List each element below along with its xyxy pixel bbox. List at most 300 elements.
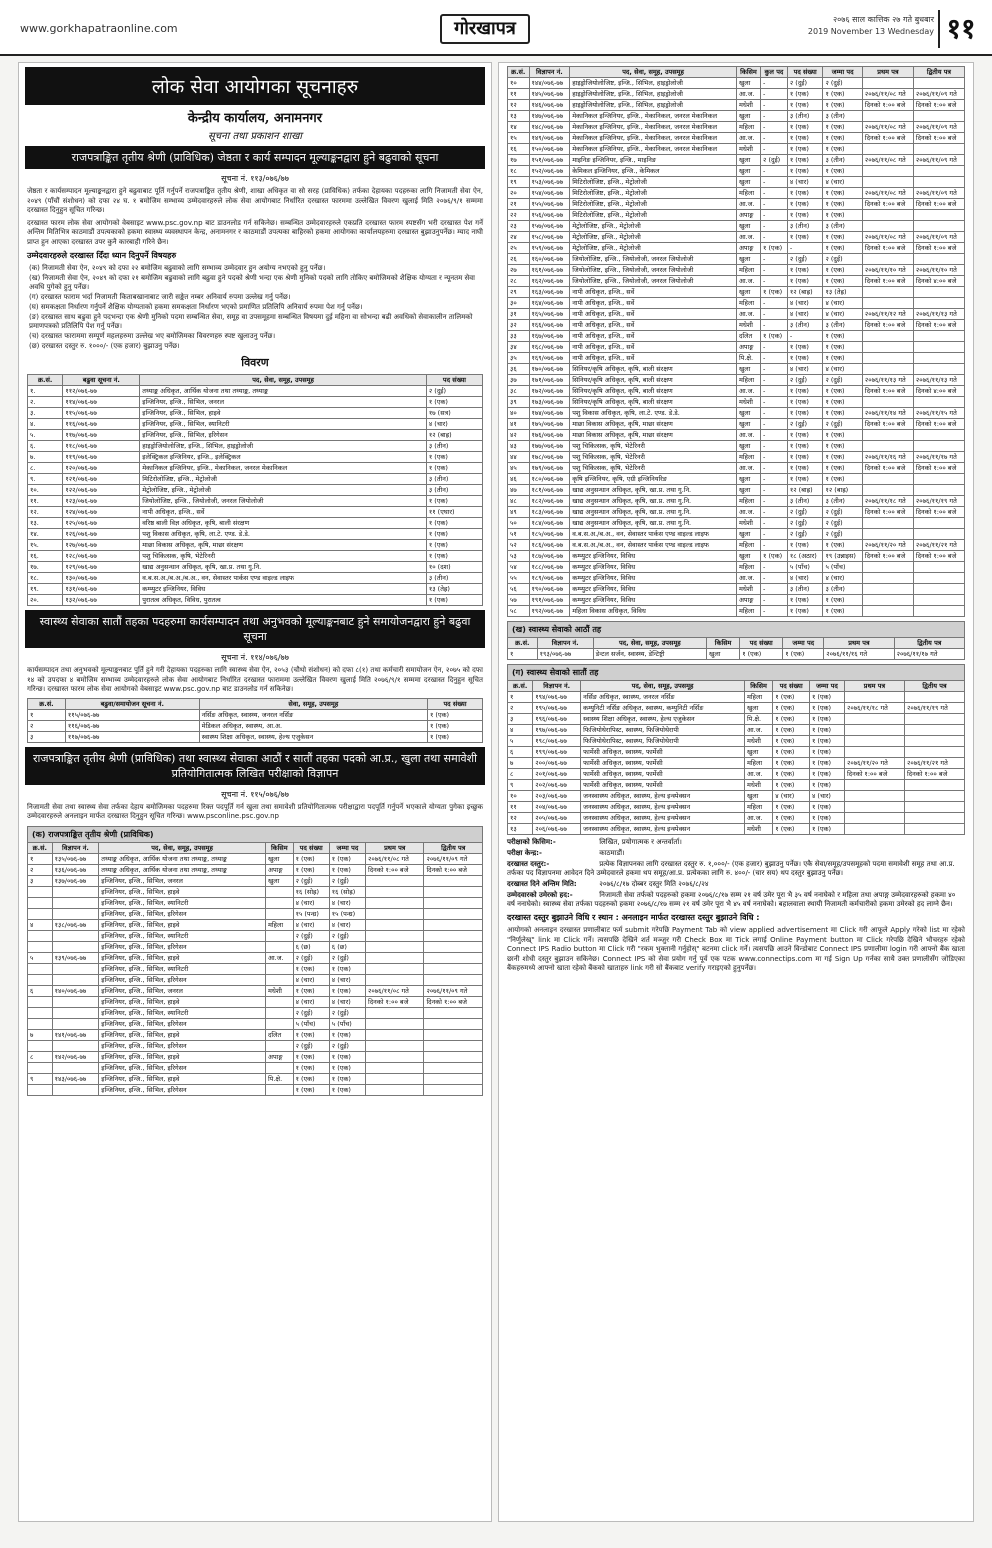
table-cell: मिटिरोलोजिष्ट, इन्जि., मेट्रोलोजी bbox=[140, 474, 427, 485]
table-row bbox=[28, 540, 483, 551]
table-cell: ११४/०७६-७७ bbox=[63, 397, 140, 408]
table-row bbox=[508, 386, 965, 397]
table-cell: ३ (तीन) bbox=[823, 155, 862, 166]
table-cell: १३०/०७६-७७ bbox=[63, 573, 140, 584]
table-cell bbox=[424, 919, 483, 930]
table-cell: खाद्य अनुसन्धान अधिकृत, कृषि, खा.प्र. तथा गु.नि. bbox=[570, 518, 737, 529]
table-cell: इन्जिनियर, इन्जि., सिभिल, हाइवे bbox=[140, 408, 427, 419]
table-cell: दिनको १:०० बजे bbox=[913, 419, 964, 430]
table-cell bbox=[366, 908, 424, 919]
table-cell: २००/०७६-७७ bbox=[533, 758, 581, 769]
table-cell: १ (एक) bbox=[823, 265, 862, 276]
table-cell: १६५/०७६-७७ bbox=[529, 309, 570, 320]
table-row bbox=[508, 496, 965, 507]
table-row bbox=[28, 408, 483, 419]
column-header: पद संख्या bbox=[427, 698, 482, 709]
table-row bbox=[508, 463, 965, 474]
table-cell: - bbox=[761, 265, 788, 276]
table-cell: अपाङ्ग bbox=[736, 595, 760, 606]
table-cell: २ (दुई) bbox=[823, 78, 862, 89]
table-cell: दिनको १:०० बजे bbox=[424, 864, 483, 875]
table-cell: १ (एक) bbox=[426, 463, 482, 474]
table-cell: माछा विकास अधिकृत, कृषि, माछा संरक्षण bbox=[140, 540, 427, 551]
table-cell: १८४/०७६-७७ bbox=[529, 518, 570, 529]
table-cell: १ (एक) bbox=[823, 122, 862, 133]
table-cell: १६७/०७६-७७ bbox=[529, 331, 570, 342]
table-cell: जियोलोजिष्ट, इन्जि., जियोलोजी, जनरल जियोलोजी bbox=[140, 496, 427, 507]
table-cell: १६८/०७६-७७ bbox=[529, 342, 570, 353]
table-cell: १२१/०७६-७७ bbox=[63, 474, 140, 485]
table-row bbox=[28, 430, 483, 441]
table-cell bbox=[424, 963, 483, 974]
table-cell: ११५/०७६-७७ bbox=[63, 408, 140, 419]
table-cell: खुला bbox=[736, 551, 760, 562]
table-cell bbox=[862, 397, 913, 408]
table-row bbox=[508, 562, 965, 573]
table-cell: आ.ज. bbox=[736, 232, 760, 243]
table-cell bbox=[862, 166, 913, 177]
column-header: सेवा, समूह, उपसमूह bbox=[199, 698, 427, 709]
notice3-paragraph: निजामती सेवा तथा स्वास्थ्य सेवा तर्फका देहाय बमोजिमका पदहरुमा रिक्त पदपूर्ति गर्न खुला तथा समावेशी प्रतियोगितात्मक परीक्षाद्वारा पदपूर्ति गर्नुपर्ने भएकाले योग्यता पुगेका इच्छुक उम्मेदवारहरुले अनलाइन मार्फत दरखास्त दिनुहुन सूचित गरिन्छ। www.psconline.psc.gov.np bbox=[27, 802, 483, 820]
table-cell: नापी अधिकृत, इन्जि., सर्वे bbox=[140, 507, 427, 518]
table-row bbox=[508, 100, 965, 111]
table-row bbox=[28, 584, 483, 595]
table-cell: खाद्य अनुसन्धान अधिकृत, कृषि, खा.प्र. तथा गु.नि. bbox=[570, 485, 737, 496]
table-row bbox=[28, 518, 483, 529]
table-cell: खुला bbox=[744, 791, 772, 802]
table-row bbox=[508, 210, 965, 221]
table-cell bbox=[913, 166, 964, 177]
table-cell bbox=[366, 1084, 424, 1095]
table-cell: २ (दुई) bbox=[329, 875, 365, 886]
table-cell bbox=[424, 875, 483, 886]
meta-label: दरखास्त दिने अन्तिम मिति: bbox=[507, 880, 577, 888]
table-cell: १ (एक) bbox=[823, 441, 862, 452]
table-cell bbox=[424, 886, 483, 897]
table-cell: १० bbox=[508, 791, 533, 802]
table-cell: १ (एक) bbox=[773, 758, 810, 769]
table-cell: इन्जिनियर, इन्जि., सिभिल, स्यानिटरी bbox=[99, 963, 266, 974]
table-cell: ९ bbox=[508, 780, 533, 791]
table-cell: १४५/०७६-७७ bbox=[529, 89, 570, 100]
table-cell bbox=[913, 221, 964, 232]
table-cell bbox=[265, 1018, 293, 1029]
table-row bbox=[508, 485, 965, 496]
table-cell: जनस्वास्थ्य अधिकृत, स्वास्थ्य, हेल्थ इन्स्पेक्सन bbox=[581, 813, 745, 824]
table-cell: आ.ज. bbox=[736, 309, 760, 320]
table-row bbox=[28, 419, 483, 430]
table-row bbox=[508, 155, 965, 166]
table-cell: १८३/०७६-७७ bbox=[529, 507, 570, 518]
column-header: किसिम bbox=[707, 638, 740, 649]
column-header: पद, सेवा, समूह, उपसमूह bbox=[570, 67, 737, 78]
table-cell: ९. bbox=[28, 474, 63, 485]
table-row bbox=[28, 974, 483, 985]
table-row bbox=[508, 342, 965, 353]
table-row bbox=[28, 908, 483, 919]
notice-main-title: लोक सेवा आयोगका सूचनाहरु bbox=[25, 67, 485, 105]
table-cell bbox=[913, 430, 964, 441]
table-cell: १ (एक) bbox=[787, 452, 823, 463]
table-cell: १५. bbox=[28, 540, 63, 551]
table-cell: महिला bbox=[736, 540, 760, 551]
table-cell: १५७/०७६-७७ bbox=[529, 221, 570, 232]
column-header: क्र.सं. bbox=[28, 375, 63, 386]
column-header: पद संख्या bbox=[787, 67, 823, 78]
table-cell: ४ (चार) bbox=[823, 177, 862, 188]
table-cell: इन्जिनियर, इन्जि., सिभिल, जनरल bbox=[140, 397, 427, 408]
table-cell: पशु चिकित्सक, कृषि, भेटेरिनरी bbox=[570, 452, 737, 463]
table-cell: मधेशी bbox=[736, 518, 760, 529]
table-cell: मेकानिकल इन्जिनियर, इन्जि., मेकानिकल, जनरल मेकानिकल bbox=[570, 122, 737, 133]
table-cell: ६ (छ) bbox=[329, 941, 365, 952]
table-cell: २ (दुई) bbox=[787, 507, 823, 518]
table-cell: ४ (चार) bbox=[823, 573, 862, 584]
table-cell: ९ bbox=[28, 1073, 53, 1084]
table-cell: दिनको १:०० बजे bbox=[913, 133, 964, 144]
table-cell: ३ (तीन) bbox=[787, 584, 823, 595]
table-cell: २ (दुई) bbox=[787, 78, 823, 89]
table-cell: फार्मेसी अधिकृत, स्वास्थ्य, फार्मेसी bbox=[581, 769, 745, 780]
table-cell bbox=[904, 791, 964, 802]
table-cell: ५८ bbox=[508, 606, 530, 617]
table-cell: १ (एक) bbox=[787, 133, 823, 144]
table-cell: १५ bbox=[508, 133, 530, 144]
table-cell: ३ (तीन) bbox=[426, 573, 482, 584]
table-row bbox=[28, 529, 483, 540]
table-cell: १९१/०७६-७७ bbox=[529, 595, 570, 606]
table-cell: १ bbox=[28, 709, 66, 720]
table-cell: १ (एक) bbox=[809, 802, 844, 813]
exam-meta bbox=[499, 838, 973, 909]
payment-title: दरखास्त दस्तुर बुझाउने विधि र स्थान : अनलाइन मार्फत दरखास्त दस्तुर बुझाउने विधि : bbox=[507, 913, 760, 922]
table-cell bbox=[366, 952, 424, 963]
table-cell: १९०/०७६-७७ bbox=[529, 584, 570, 595]
column-header: क्र.सं. bbox=[508, 67, 530, 78]
table-row bbox=[508, 430, 965, 441]
table-row bbox=[28, 474, 483, 485]
table-cell: ४ (चार) bbox=[823, 298, 862, 309]
table-cell: २०७६/११/०८ गते bbox=[366, 985, 424, 996]
notice2-ref: सूचना नं. ११४/०७६/७७ bbox=[221, 653, 289, 662]
table-cell: १ (एक) bbox=[787, 276, 823, 287]
table-cell bbox=[913, 573, 964, 584]
table-row bbox=[508, 133, 965, 144]
table-cell: आ.ज. bbox=[265, 952, 293, 963]
table-row bbox=[28, 1007, 483, 1018]
table-cell: १ (एक) bbox=[329, 864, 365, 875]
table-cell: १५ (पन्ध्र) bbox=[329, 908, 365, 919]
table-cell: १ (एक) bbox=[773, 736, 810, 747]
table-cell: १ (एक) bbox=[823, 100, 862, 111]
table-cell: १० (दश) bbox=[426, 562, 482, 573]
table-cell bbox=[28, 941, 53, 952]
table-cell: आ.ज. bbox=[736, 199, 760, 210]
table-cell: १ (एक) bbox=[787, 430, 823, 441]
table-cell: २०७६/११/०९ गते bbox=[913, 155, 964, 166]
table-row bbox=[28, 485, 483, 496]
table-cell bbox=[913, 287, 964, 298]
table-row bbox=[28, 441, 483, 452]
table-cell: ४५ bbox=[508, 463, 530, 474]
table-cell bbox=[913, 595, 964, 606]
table-cell: ४ (चार) bbox=[426, 419, 482, 430]
table-cell: १६६/०७६-७७ bbox=[529, 320, 570, 331]
table-row bbox=[508, 254, 965, 265]
table-cell: ५६ bbox=[508, 584, 530, 595]
table-cell: १६२/०७६-७७ bbox=[529, 276, 570, 287]
table-cell: १८. bbox=[28, 573, 63, 584]
table-row bbox=[28, 952, 483, 963]
table-cell: इन्जिनियर, इन्जि., सिभिल, हाइवे bbox=[99, 919, 266, 930]
table1-title: विवरण bbox=[241, 356, 269, 369]
table-cell bbox=[52, 886, 99, 897]
table-cell bbox=[28, 886, 53, 897]
table-row bbox=[508, 397, 965, 408]
table-cell: ४ (चार) bbox=[293, 919, 329, 930]
table-cell: इन्जिनियर, इन्जि., सिभिल, हाइवे bbox=[99, 996, 266, 1007]
table-cell: २१ bbox=[508, 199, 530, 210]
table-cell: - bbox=[761, 408, 788, 419]
table-cell: दिनको १:०० बजे bbox=[862, 463, 913, 474]
table-cell: ३१ bbox=[508, 309, 530, 320]
table-row bbox=[508, 813, 965, 824]
table-row bbox=[508, 747, 965, 758]
table-cell: १ (एक) bbox=[761, 551, 788, 562]
table-cell: २ (दुई) bbox=[823, 518, 862, 529]
table4-wrapper bbox=[507, 66, 965, 617]
table-cell: १५४/०७६-७७ bbox=[529, 188, 570, 199]
meta-label: दरखास्त दस्तुर:- bbox=[507, 860, 550, 868]
table-cell bbox=[366, 886, 424, 897]
site-url[interactable]: www.gorkhapatraonline.com bbox=[20, 22, 178, 35]
table-cell: १९६/०७६-७७ bbox=[533, 714, 581, 725]
table-cell: ११६/०७६-७७ bbox=[65, 720, 199, 731]
table-cell: - bbox=[761, 232, 788, 243]
table-cell bbox=[265, 886, 293, 897]
table-cell: खुला bbox=[736, 111, 760, 122]
table-cell: १ (एक) bbox=[773, 703, 810, 714]
table-cell: सिनियर/कृषि अधिकृत, कृषि, बाली संरक्षण bbox=[570, 397, 737, 408]
table-cell: १० bbox=[508, 78, 530, 89]
table-cell: २ (दुई) bbox=[787, 254, 823, 265]
table-cell: १२०/०७६-७७ bbox=[63, 463, 140, 474]
table-cell bbox=[366, 1040, 424, 1051]
table-row bbox=[28, 1062, 483, 1073]
table-cell: आ.ज. bbox=[736, 386, 760, 397]
table-cell: ३८ bbox=[508, 386, 530, 397]
table-cell bbox=[844, 802, 904, 813]
table-cell: १९९/०७६-७७ bbox=[533, 747, 581, 758]
table-cell: १५८/०७६-७७ bbox=[529, 232, 570, 243]
table-cell: १५०/०७६-७७ bbox=[529, 144, 570, 155]
table-cell: ५१ bbox=[508, 529, 530, 540]
table-cell bbox=[424, 930, 483, 941]
table-row bbox=[508, 111, 965, 122]
table-row bbox=[28, 1073, 483, 1084]
table-cell: १ (एक) bbox=[809, 780, 844, 791]
table-cell: २०५/०७६-७७ bbox=[533, 813, 581, 824]
table-cell: १४७/०७६-७७ bbox=[529, 111, 570, 122]
table-cell bbox=[424, 974, 483, 985]
column-header: पद, सेवा, समूह, उपसमूह bbox=[140, 375, 427, 386]
table-cell bbox=[424, 1073, 483, 1084]
table-cell: दिनको १:०० बजे bbox=[862, 276, 913, 287]
table-cell: १४१/०७६-७७ bbox=[52, 1029, 99, 1040]
table-cell: २०७६/११/०८ गते bbox=[862, 122, 913, 133]
table-cell: १४८/०७६-७७ bbox=[529, 122, 570, 133]
table-cell: - bbox=[761, 397, 788, 408]
table-cell: ४६ bbox=[508, 474, 530, 485]
table-cell: ५३ bbox=[508, 551, 530, 562]
table-cell: दिनको १:०० बजे bbox=[913, 199, 964, 210]
table-cell: १ (एक) bbox=[823, 408, 862, 419]
table-cell: १७७/०७६-७७ bbox=[529, 441, 570, 452]
table-cell: इन्जिनियर, इन्जि., सिभिल, इरिगेसन bbox=[99, 1040, 266, 1051]
table-row bbox=[28, 963, 483, 974]
table-cell: १४ bbox=[508, 122, 530, 133]
table-row bbox=[28, 709, 483, 720]
table-cell: १ (एक) bbox=[427, 731, 482, 742]
table-cell: - bbox=[761, 199, 788, 210]
table-cell: १३५/०७६-७७ bbox=[52, 853, 99, 864]
table-cell: - bbox=[761, 419, 788, 430]
table-cell: १ (एक) bbox=[329, 1051, 365, 1062]
table-cell: मेट्रोलोजिष्ट, इन्जि., मेट्रोलोजी bbox=[570, 232, 737, 243]
table-cell: - bbox=[761, 507, 788, 518]
table-cell: - bbox=[761, 122, 788, 133]
table-cell bbox=[913, 144, 964, 155]
table-row bbox=[28, 919, 483, 930]
table-cell bbox=[862, 254, 913, 265]
table-cell: १२९/०७६-७७ bbox=[63, 562, 140, 573]
table-cell bbox=[52, 974, 99, 985]
table-cell: २ (दुई) bbox=[787, 518, 823, 529]
table-cell bbox=[52, 1018, 99, 1029]
table-row bbox=[508, 606, 965, 617]
table-cell bbox=[844, 714, 904, 725]
table-cell: ११ bbox=[508, 89, 530, 100]
table-cell: १७ (सत्र) bbox=[426, 408, 482, 419]
table3-wrapper bbox=[27, 842, 483, 1096]
column-header: किसिम bbox=[744, 681, 772, 692]
table-cell: १ (एक) bbox=[809, 824, 844, 835]
table-cell: - bbox=[761, 540, 788, 551]
table-cell bbox=[52, 1084, 99, 1095]
table-cell bbox=[862, 331, 913, 342]
table-cell: १७४/०७६-७७ bbox=[529, 408, 570, 419]
table-cell: १३८/०७६-७७ bbox=[52, 919, 99, 930]
table-cell: फार्मेसी अधिकृत, स्वास्थ्य, फार्मेसी bbox=[581, 780, 745, 791]
table-cell: ३ (तीन) bbox=[823, 584, 862, 595]
table-cell: १ (एक) bbox=[787, 89, 823, 100]
table2-wrapper bbox=[27, 698, 483, 743]
table-cell: ८ bbox=[508, 769, 533, 780]
table-cell: १७६/०७६-७७ bbox=[529, 430, 570, 441]
table-cell: ५४ bbox=[508, 562, 530, 573]
table-cell: दिनको १:०० बजे bbox=[904, 769, 964, 780]
table-cell bbox=[265, 1007, 293, 1018]
table-cell: मेकानिकल इन्जिनियर, इन्जि., मेकानिकल, जनरल मेकानिकल bbox=[140, 463, 427, 474]
table-cell bbox=[265, 930, 293, 941]
table-cell: १ (एक) bbox=[809, 703, 844, 714]
table-cell: आ.ज. bbox=[736, 507, 760, 518]
table-cell bbox=[862, 573, 913, 584]
table-cell: मधेशी bbox=[744, 736, 772, 747]
table-cell: २०७६/११/१८ गते bbox=[844, 703, 904, 714]
table-cell: १ (एक) bbox=[823, 188, 862, 199]
instruction-item: (ख) निजामती सेवा ऐन, २०४९ को दफा २१ बमोजिम बढुवाको लागि बढुवा हुने पदको श्रेणी भन्दा एक श्रेणी मुनिको पदको लागि तोकिए बमोजिमको शैक्षिक योग्यता र न्यूनतम सेवा अवधि पुगेको हुनु पर्नेछ। bbox=[29, 274, 475, 291]
table-cell: १ (एक) bbox=[823, 595, 862, 606]
table-cell: ४ (चार) bbox=[809, 791, 844, 802]
table-row bbox=[508, 408, 965, 419]
table-cell: खाद्य अनुसन्धान अधिकृत, कृषि, खा.प्र. तथा गु.नि. bbox=[140, 562, 427, 573]
table-cell: १ (एक) bbox=[823, 540, 862, 551]
table-cell: १ (एक) bbox=[426, 452, 482, 463]
table-cell bbox=[844, 725, 904, 736]
table-cell: ६ bbox=[28, 985, 53, 996]
instructions-list bbox=[29, 264, 481, 351]
table-cell: २ bbox=[508, 703, 533, 714]
table-cell: १५५/०७६-७७ bbox=[529, 199, 570, 210]
table-row bbox=[508, 199, 965, 210]
table-row bbox=[508, 166, 965, 177]
table-row bbox=[508, 375, 965, 386]
table-cell: मधेशी bbox=[744, 824, 772, 835]
table-cell: २०७६/११/०९ गते bbox=[424, 985, 483, 996]
table-cell: इन्जिनियर, इन्जि., सिभिल, इरिगेसन bbox=[99, 1062, 266, 1073]
table-cell bbox=[862, 441, 913, 452]
table-cell: २०७६/११/२० गते bbox=[844, 758, 904, 769]
table-cell: ४ (चार) bbox=[787, 364, 823, 375]
newspaper-header bbox=[0, 0, 992, 56]
table-cell bbox=[424, 1029, 483, 1040]
meta-value: निजामती सेवा तर्फको पदहरुको हकमा २०७६/८/१७ सम्म २१ वर्ष उमेर पूरा भै ३५ वर्ष ननाघेको र महिला तथा अपाङ्ग उम्मेदवारहरुको हकमा ४० वर्ष ननाघेको। स्वास्थ्य सेवा तर्फका पदहरुको हकमा २०७६/८/१७ सम्म २१ वर्ष उमेर पूरा भै ४५ वर्ष ननाघेको। बहालवाला स्थायी निजामती कर्मचारीको हकमा उमेरको हद लाग्ने छैन। bbox=[507, 891, 956, 908]
table-row bbox=[28, 496, 483, 507]
table-cell: - bbox=[761, 177, 788, 188]
notice2-title: स्वास्थ्य सेवाका सातौं तहका पदहरुमा कार्यसम्पादन तथा अनुभवको मूल्याङ्कनबाट हुने समायोजनद्वारा हुने बढुवा सूचना bbox=[25, 610, 485, 648]
table-cell: ४ (चार) bbox=[823, 309, 862, 320]
right-column bbox=[498, 62, 974, 1522]
table-cell: खुला bbox=[736, 441, 760, 452]
table-cell: १ (एक) bbox=[773, 714, 810, 725]
table-cell: १७५/०७६-७७ bbox=[529, 419, 570, 430]
table-cell: दिनको १:०० बजे bbox=[913, 463, 964, 474]
table-cell: १८६/०७६-७७ bbox=[529, 540, 570, 551]
table-cell: १९ bbox=[508, 177, 530, 188]
table-cell: - bbox=[761, 573, 788, 584]
table-cell bbox=[28, 897, 53, 908]
table-cell bbox=[862, 430, 913, 441]
table-row bbox=[508, 725, 965, 736]
table-cell: १ (एक) bbox=[823, 463, 862, 474]
table-cell bbox=[28, 1040, 53, 1051]
table-cell: कृषि इन्जिनियर, कृषि, एग्री इन्जिनियरिङ bbox=[570, 474, 737, 485]
table-cell: २६ bbox=[508, 254, 530, 265]
table-cell: २. bbox=[28, 397, 63, 408]
table-cell: - bbox=[761, 606, 788, 617]
table-cell bbox=[913, 177, 964, 188]
table-cell: २०७६/११/०९ गते bbox=[424, 853, 483, 864]
table-cell: १ (एक) bbox=[761, 331, 788, 342]
health-promotion-table bbox=[27, 698, 483, 743]
table-cell: जनस्वास्थ्य अधिकृत, स्वास्थ्य, हेल्थ इन्स्पेक्सन bbox=[581, 802, 745, 813]
table-cell: १३ (तेह्र) bbox=[426, 584, 482, 595]
table-cell bbox=[862, 529, 913, 540]
table-cell: जियोलोजिष्ट, इन्जि., जियोलोजी, जनरल जियोलोजी bbox=[570, 265, 737, 276]
table-cell bbox=[862, 595, 913, 606]
table-cell: मिटिरोलोजिष्ट, इन्जि., मेट्रोलोजी bbox=[570, 199, 737, 210]
